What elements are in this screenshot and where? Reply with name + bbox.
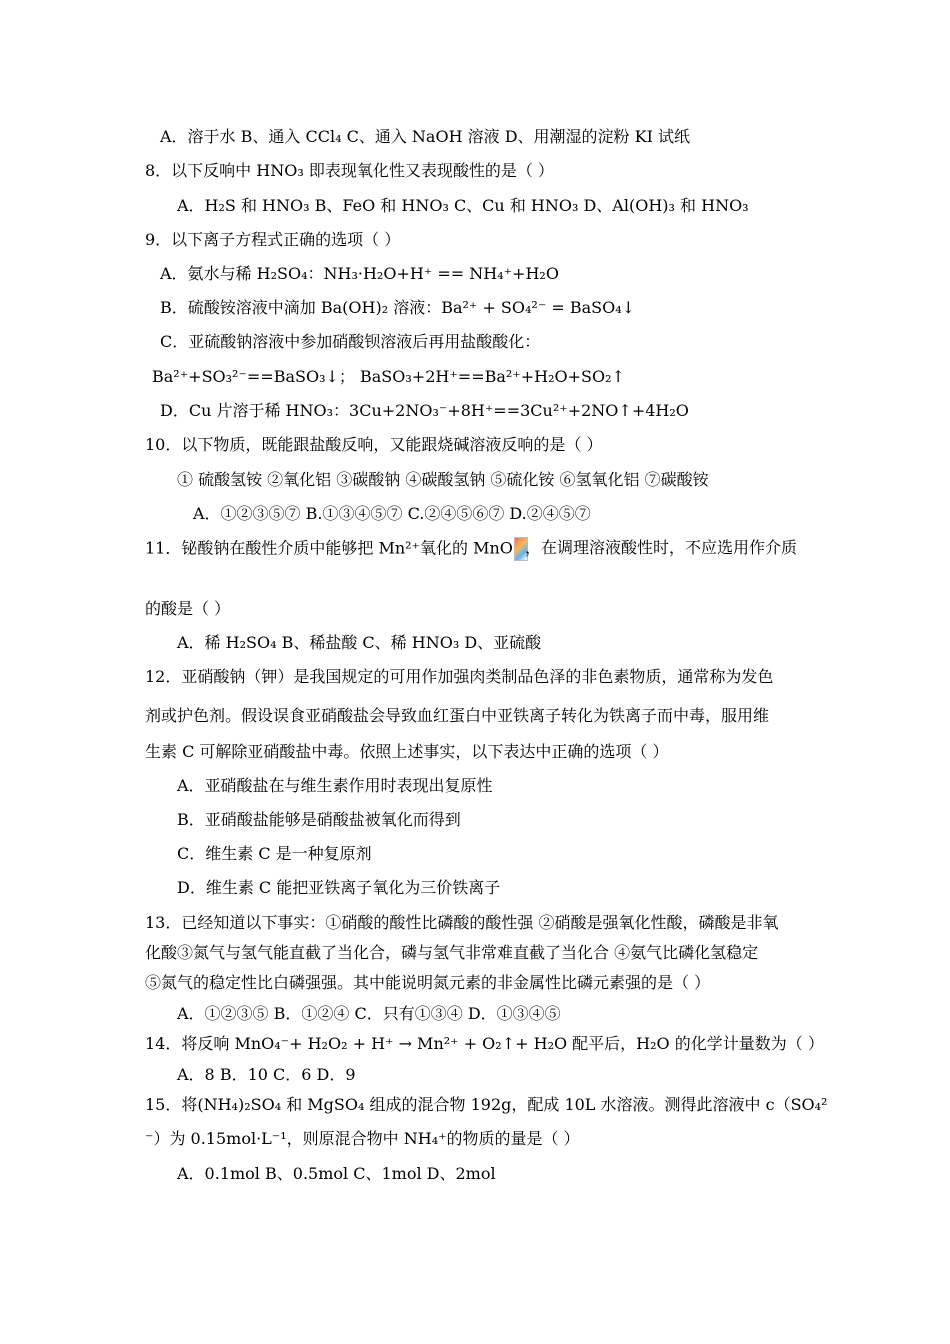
- q12-option-c: C．维生素 C 是一种复原剂: [177, 844, 372, 863]
- q9-option-b: B．硫酸铵溶液中滴加 Ba(OH)₂ 溶液：Ba²⁺ + SO₄²⁻ = BaSO₄↓: [160, 298, 636, 317]
- q9-option-c-equations: Ba²⁺+SO₃²⁻==BaSO₃↓； BaSO₃+2H⁺==Ba²⁺+H₂O+SO₂↑: [152, 367, 625, 386]
- q13-stem-line3: ⑤氮气的稳定性比白磷强强。其中能说明氮元素的非金属性比磷元素强的是（ ）: [145, 973, 711, 992]
- q12-stem-line1: 12．亚硝酸钠（钾）是我国规定的可用作加强肉类制品色泽的非色素物质，通常称为发色: [145, 667, 774, 686]
- q8-options: A．H₂S 和 HNO₃ B、FeO 和 HNO₃ C、Cu 和 HNO₃ D、Al(OH)₃ 和 HNO₃: [177, 196, 749, 215]
- q13-stem-line1: 13．已经知道以下事实：①硝酸的酸性比磷酸的酸性强 ②硝酸是强氧化性酸，磷酸是非氧: [145, 913, 779, 932]
- q14-options: A．8 B．10 C．6 D．9: [177, 1065, 356, 1084]
- q13-stem-line2: 化酸③氮气与氢气能直截了当化合，磷与氢气非常难直截了当化合 ④氨气比磷化氢稳定: [145, 943, 759, 962]
- q9-stem: 9．以下离子方程式正确的选项（ ）: [145, 230, 401, 249]
- q12-option-d: D．维生素 C 能把亚铁离子氧化为三价铁离子: [177, 878, 501, 897]
- q11-options: A．稀 H₂SO₄ B、稀盐酸 C、稀 HNO₃ D、亚硫酸: [177, 633, 542, 652]
- q8-stem: 8．以下反响中 HNO₃ 即表现氧化性又表现酸性的是（ ）: [145, 161, 554, 180]
- q9-option-c: C．亚硫酸钠溶液中参加硝酸钡溶液后再用盐酸酸化：: [160, 332, 541, 351]
- q11-stem-part2: ，在调理溶液酸性时，不应选用作介质: [525, 538, 798, 557]
- q11-stem-end: 的酸是（ ）: [145, 599, 231, 618]
- q10-options: A．①②③⑤⑦ B.①③④⑤⑦ C.②④⑤⑥⑦ D.②④⑤⑦: [193, 504, 591, 523]
- q15-stem-line2: ⁻）为 0.15mol·L⁻¹，则原混合物中 NH₄⁺的物质的量是（ ）: [145, 1129, 580, 1148]
- q15-stem-line1: 15．将(NH₄)₂SO₄ 和 MgSO₄ 组成的混合物 192g，配成 10L 水溶液。测得此溶液中 c（SO₄²: [145, 1095, 828, 1114]
- q12-option-a: A．亚硝酸盐在与维生素作用时表现出复原性: [177, 776, 493, 795]
- q12-option-b: B．亚硝酸盐能够是硝酸盐被氧化而得到: [177, 810, 461, 829]
- q14-stem: 14．将反响 MnO₄⁻+ H₂O₂ + H⁺ → Mn²⁺ + O₂↑+ H₂O 配平后，H₂O 的化学计量数为（ ）: [145, 1034, 824, 1053]
- q10-substances: ① 硫酸氢铵 ②氧化铝 ③碳酸钠 ④碳酸氢钠 ⑤硫化铵 ⑥氢氧化铝 ⑦碳酸铵: [177, 470, 709, 489]
- q11-stem-part1: [145, 537, 528, 561]
- q10-stem: 10．以下物质，既能跟盐酸反响，又能跟烧碱溶液反响的是（ ）: [145, 435, 603, 454]
- q12-stem-line3: 生素 C 可解除亚硝酸盐中毒。依照上述事实，以下表达中正确的选项（ ）: [145, 742, 669, 761]
- q7-options: A．溶于水 B、通入 CCl₄ C、通入 NaOH 溶液 D、用潮湿的淀粉 KI 试纸: [160, 127, 690, 146]
- q9-option-d: D．Cu 片溶于稀 HNO₃：3Cu+2NO₃⁻+8H⁺==3Cu²⁺+2NO↑+4H₂O: [160, 401, 689, 420]
- q11-text-before-image: 11．铋酸钠在酸性介质中能够把 Mn²⁺氧化的 MnO: [145, 538, 513, 558]
- q13-options: A．①②③⑤ B．①②④ C．只有①③④ D．①③④⑤: [177, 1004, 561, 1023]
- q15-options: A．0.1mol B、0.5mol C、1mol D、2mol: [177, 1164, 496, 1183]
- q12-stem-line2: 剂或护色剂。假设误食亚硝酸盐会导致血红蛋白中亚铁离子转化为铁离子而中毒，服用维: [145, 706, 770, 725]
- q9-option-a: A．氨水与稀 H₂SO₄：NH₃·H₂O+H⁺ == NH₄⁺+H₂O: [160, 264, 559, 283]
